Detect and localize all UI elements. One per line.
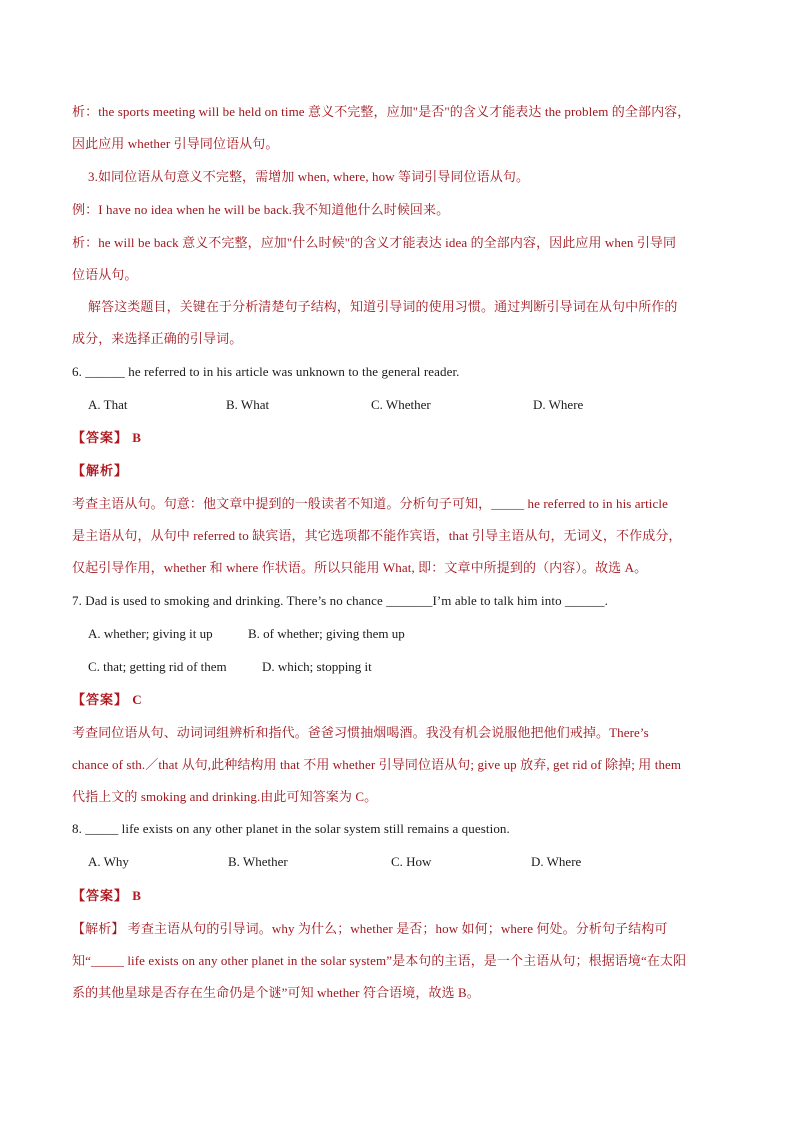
text-line: 例：I have no idea when he will be back.我不知道他什么时候回来。 [72, 202, 450, 217]
text-line: 考查主语从句。句意：他文章中提到的一般读者不知道。分析句子可知，_____ he referred to in his article [72, 496, 668, 511]
text-line: 仅起引导作用，whether 和 where 作状语。所以只能用 What, 即：文章中所提到的（内容）。故选 A。 [72, 560, 648, 575]
q8-option-a: A. Why [88, 854, 129, 869]
text-line: 3.如同位语从句意义不完整，需增加 when, where, how 等词引导同位语从句。 [88, 169, 530, 184]
text-line: chance of sth.／that 从句,此种结构用 that 不用 whether 引导同位语从句; give up 放弃, get rid of 除掉; 用 them [72, 757, 682, 772]
question-6: 6. ______ he referred to in his article was unknown to the general reader. [72, 364, 460, 379]
question-7: 7. Dad is used to smoking and drinking. There’s no chance _______I’m able to talk him into ______. [72, 593, 608, 608]
question-8: 8. _____ life exists on any other planet in the solar system still remains a question. [72, 821, 510, 836]
q6-option-c: C. Whether [371, 397, 431, 412]
text-line: 成分，来选择正确的引导词。 [72, 331, 243, 346]
q7-option-d: D. which; stopping it [262, 659, 372, 674]
text-line: 解答这类题目，关键在于分析清楚句子结构，知道引导词的使用习惯。通过判断引导词在从句中所作的 [88, 299, 678, 314]
text-line: 代指上文的 smoking and drinking.由此可知答案为 C。 [72, 789, 378, 804]
q8-option-c: C. How [391, 854, 432, 869]
q7-option-b: B. of whether; giving them up [248, 626, 405, 641]
analysis-label: 【解析】 [72, 463, 129, 478]
text-line: 考查同位语从句、动词词组辨析和指代。爸爸习惯抽烟喝酒。我没有机会说服他把他们戒掉。There’s [72, 725, 649, 740]
text-line: 【解析】 考查主语从句的引导词。why 为什么；whether 是否；how 如何；where 何处。分析句子结构可 [72, 921, 668, 936]
q6-option-d: D. Where [533, 397, 584, 412]
text-line: 位语从句。 [72, 267, 138, 282]
text-line: 析：he will be back 意义不完整，应加"什么时候"的含义才能表达 idea 的全部内容，因此应用 when 引导同 [72, 235, 677, 250]
answer-label: 【答案】 B [72, 888, 142, 903]
text-line: 系的其他星球是否存在生命仍是个谜”可知 whether 符合语境，故选 B。 [72, 985, 480, 1000]
q8-option-b: B. Whether [228, 854, 288, 869]
answer-label: 【答案】 B [72, 430, 142, 445]
text-line: 知“_____ life exists on any other planet in the solar system”是本句的主语，是一个主语从句；根据语境“在太阳 [72, 953, 687, 968]
text-line: 因此应用 whether 引导同位语从句。 [72, 136, 279, 151]
q6-option-b: B. What [226, 397, 270, 412]
text-line: 是主语从句，从句中 referred to 缺宾语，其它选项都不能作宾语，that 引导主语从句，无词义，不作成分， [72, 528, 682, 543]
answer-label: 【答案】 C [72, 692, 143, 707]
q8-option-d: D. Where [531, 854, 582, 869]
q7-option-a: A. whether; giving it up [88, 626, 213, 641]
q6-option-a: A. That [88, 397, 128, 412]
text-line: 析：the sports meeting will be held on time 意义不完整，应加"是否"的含义才能表达 the problem 的全部内容， [72, 104, 691, 119]
q7-option-c: C. that; getting rid of them [88, 659, 227, 674]
